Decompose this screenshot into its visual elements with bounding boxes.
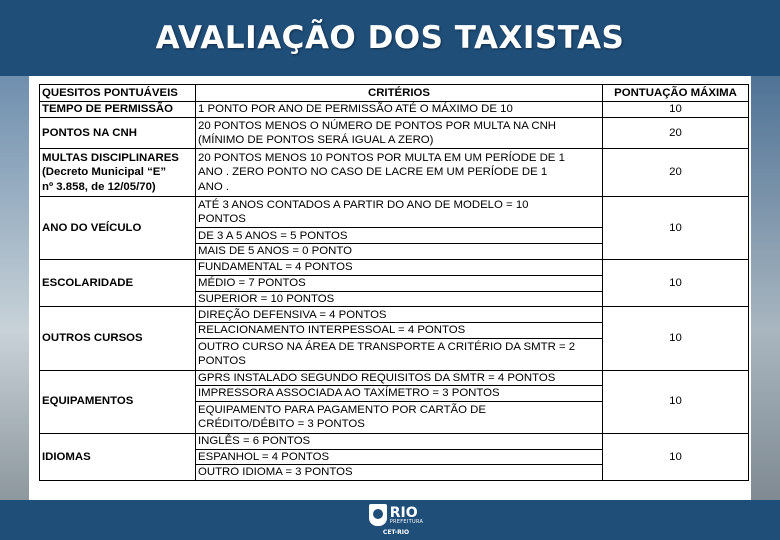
table-row — [40, 433, 749, 449]
criterio-line: OUTRO IDIOMA = 3 PONTOS — [198, 466, 353, 479]
background-right — [751, 76, 780, 500]
criterio-cell — [196, 228, 603, 244]
criterio-line: 20 PONTOS MENOS 10 PONTOS POR MULTA EM UM PERÍODE DE 1 — [198, 151, 565, 164]
quesito-cell — [40, 102, 196, 118]
criterio-line: (MÍNIMO DE PONTOS SERÁ IGUAL A ZERO) — [198, 134, 434, 147]
header-criterios: CRITÉRIOS — [196, 85, 603, 102]
criterio-cell — [196, 433, 603, 449]
criterio-line: ANO . ZERO PONTO NO CASO DE LACRE EM UM PERÍODE DE 1 — [198, 166, 548, 179]
criterio-line: RELACIONAMENTO INTERPESSOAL = 4 PONTOS — [198, 324, 466, 337]
criterio-cell — [196, 370, 603, 386]
quesito-line: (Decreto Municipal “E” — [42, 166, 167, 179]
background-left — [0, 76, 29, 500]
table-row — [40, 196, 749, 228]
table-row — [40, 307, 749, 323]
pontuacao-cell: 20 — [603, 117, 749, 149]
quesito-cell — [40, 149, 196, 196]
pontuacao-cell: 20 — [603, 149, 749, 196]
criterio-line: IMPRESSORA ASSOCIADA AO TAXÍMETRO = 3 PONTOS — [198, 387, 500, 400]
criterio-cell — [196, 196, 603, 228]
prefeitura-logo — [366, 502, 426, 540]
quesito-cell — [40, 433, 196, 480]
title-bar — [0, 0, 780, 76]
logo-caption: CET-RIO — [382, 529, 410, 536]
quesito-line: MULTAS DISCIPLINARES — [42, 151, 179, 164]
criterio-cell — [196, 102, 603, 118]
table-row — [40, 259, 749, 275]
pontuacao-cell: 10 — [603, 196, 749, 259]
criterio-line: INGLÊS = 6 PONTOS — [198, 434, 311, 447]
quesito-line: PONTOS NA CNH — [42, 126, 137, 139]
criterio-line: OUTRO CURSO NA ÁREA DE TRANSPORTE A CRITÉRIO DA SMTR = 2 — [198, 340, 576, 353]
criterio-line: PONTOS — [198, 213, 246, 226]
criterio-cell — [196, 307, 603, 323]
logo-name: RIO — [389, 504, 418, 521]
criterio-line: 20 PONTOS MENOS O NÚMERO DE PONTOS POR MULTA NA CNH — [198, 119, 557, 132]
criterio-line: DIREÇÃO DEFENSIVA = 4 PONTOS — [198, 308, 387, 321]
criterio-cell — [196, 291, 603, 307]
header-quesitos: QUESITOS PONTUÁVEIS — [40, 85, 196, 102]
table-row — [40, 117, 749, 149]
criterio-cell — [196, 323, 603, 339]
pontuacao-cell: 10 — [603, 433, 749, 480]
quesito-line: IDIOMAS — [42, 450, 91, 463]
pontuacao-cell: 10 — [603, 102, 749, 118]
header-pontuacao: PONTUAÇÃO MÁXIMA — [603, 85, 749, 102]
quesito-cell — [40, 259, 196, 306]
quesito-line: ANO DO VEÍCULO — [42, 221, 142, 234]
criterio-cell — [196, 275, 603, 291]
criterio-cell — [196, 259, 603, 275]
criterio-cell — [196, 465, 603, 481]
quesito-line: TEMPO DE PERMISSÃO — [42, 103, 174, 116]
criterio-line: EQUIPAMENTO PARA PAGAMENTO POR CARTÃO DE — [198, 403, 486, 416]
table-row — [40, 370, 749, 386]
criterio-cell — [196, 449, 603, 465]
quesito-cell — [40, 196, 196, 259]
table-row — [40, 102, 749, 118]
table-header-row — [40, 85, 749, 102]
criterio-line: GPRS INSTALADO SEGUNDO REQUISITOS DA SMTR = 4 PONTOS — [198, 371, 556, 384]
pontuacao-cell: 10 — [603, 307, 749, 370]
coat-of-arms-icon — [369, 504, 387, 526]
criterio-cell — [196, 117, 603, 149]
criterio-line: CRÉDITO/DÉBITO = 3 PONTOS — [198, 418, 365, 431]
logo-subtitle: PREFEITURA — [389, 518, 424, 525]
criterio-line: MAIS DE 5 ANOS = 0 PONTO — [198, 245, 352, 258]
criterio-line: PONTOS — [198, 355, 246, 368]
pontuacao-cell: 10 — [603, 259, 749, 306]
criterio-line: FUNDAMENTAL = 4 PONTOS — [198, 261, 353, 274]
criterio-cell — [196, 244, 603, 260]
quesito-line: OUTROS CURSOS — [42, 332, 143, 345]
table-body — [40, 102, 749, 481]
criterio-cell — [196, 338, 603, 370]
criterio-cell — [196, 386, 603, 402]
quesito-line: ESCOLARIDADE — [42, 276, 134, 289]
criterio-line: ESPANHOL = 4 PONTOS — [198, 450, 330, 463]
quesito-line: EQUIPAMENTOS — [42, 395, 134, 408]
criterio-line: SUPERIOR = 10 PONTOS — [198, 292, 335, 305]
criterio-cell — [196, 149, 603, 196]
criterio-line: ATÉ 3 ANOS CONTADOS A PARTIR DO ANO DE MODELO = 10 — [198, 198, 529, 211]
pontuacao-cell: 10 — [603, 370, 749, 433]
criterio-line: MÉDIO = 7 PONTOS — [198, 276, 306, 289]
criterio-line: ANO . — [198, 180, 230, 193]
criterio-line: DE 3 A 5 ANOS = 5 PONTOS — [198, 229, 348, 242]
table-row — [40, 149, 749, 196]
criterio-cell — [196, 402, 603, 434]
evaluation-table — [39, 84, 749, 481]
criterio-line: 1 PONTO POR ANO DE PERMISSÃO ATÉ O MÁXIMO DE 10 — [198, 103, 513, 116]
quesito-cell — [40, 117, 196, 149]
page-title: AVALIAÇÃO DOS TAXISTAS — [155, 20, 625, 56]
quesito-cell — [40, 307, 196, 370]
quesito-line: nº 3.858, de 12/05/70) — [42, 180, 156, 193]
quesito-cell — [40, 370, 196, 433]
